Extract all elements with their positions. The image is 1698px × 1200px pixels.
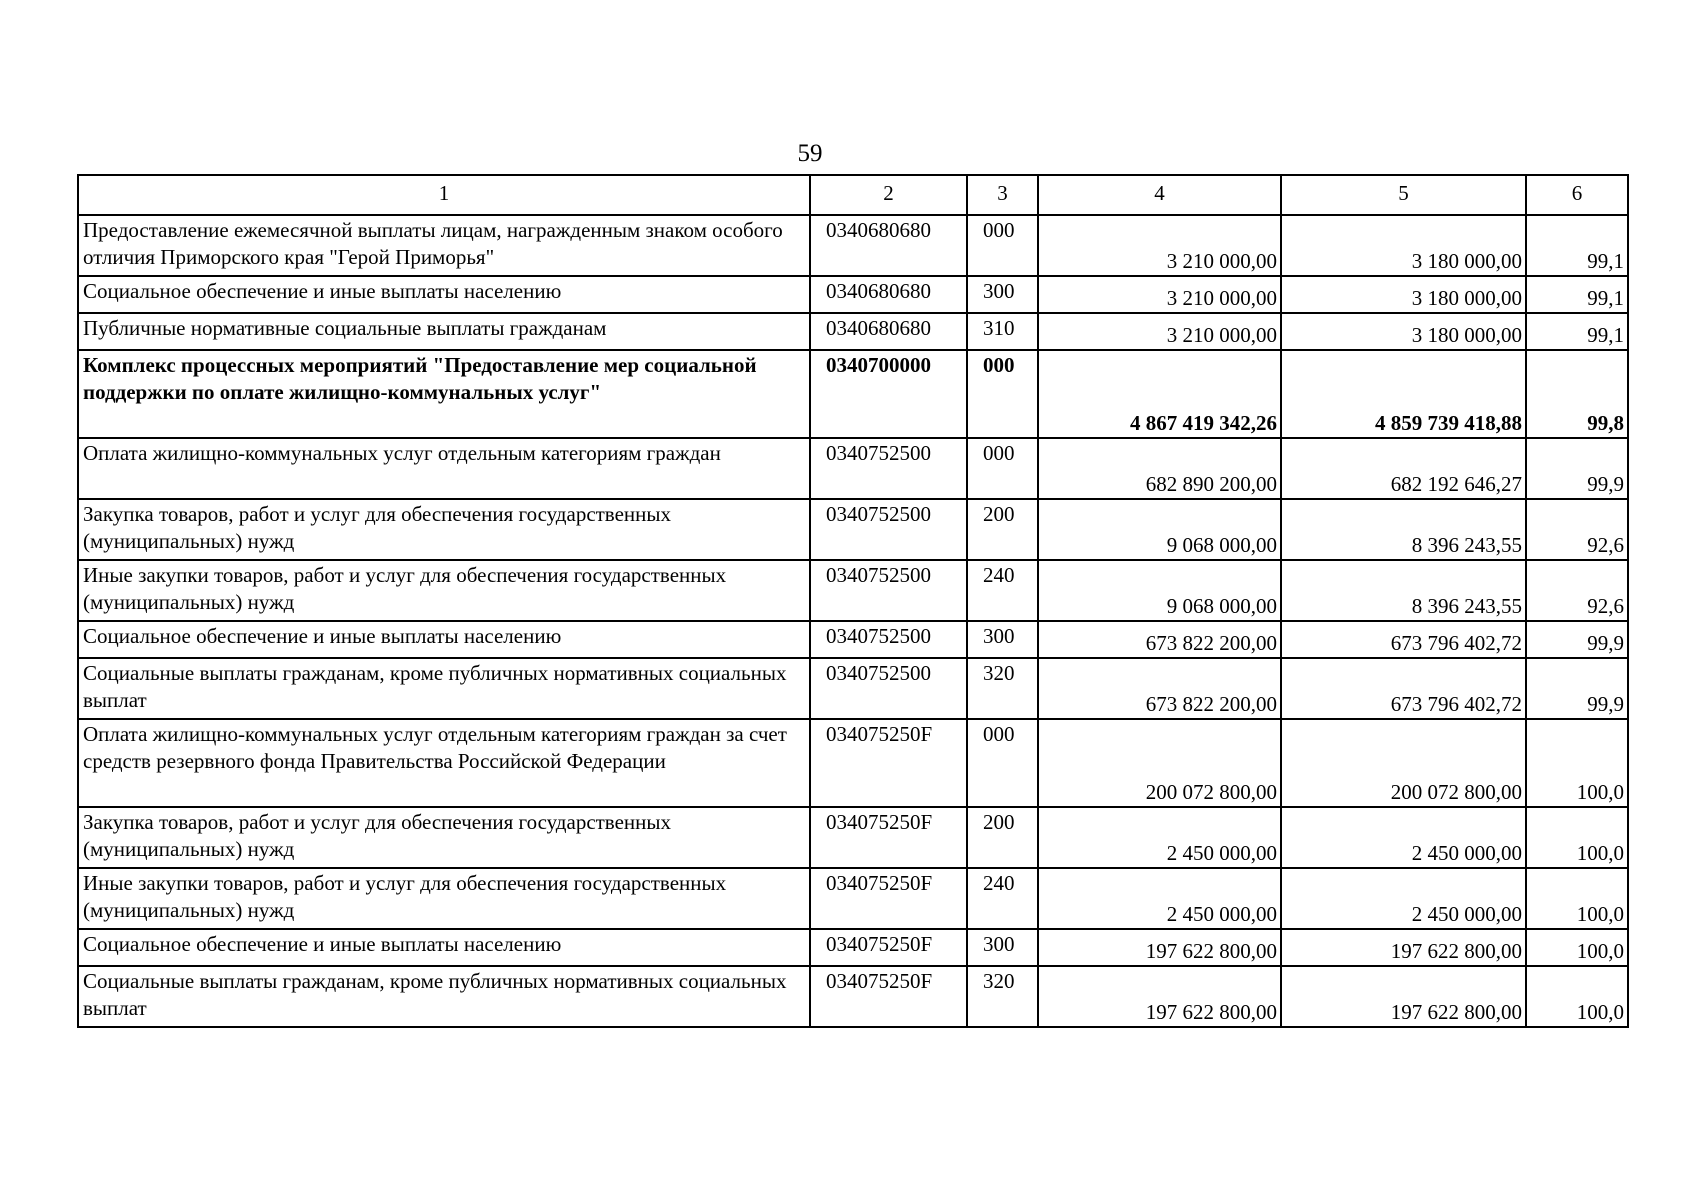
row-plan: 9 068 000,00 (1038, 560, 1281, 621)
row-actual: 682 192 646,27 (1281, 438, 1526, 499)
row-plan: 673 822 200,00 (1038, 658, 1281, 719)
row-plan: 682 890 200,00 (1038, 438, 1281, 499)
row-expense-type: 200 (967, 807, 1038, 868)
row-percent: 99,9 (1526, 438, 1628, 499)
row-percent: 92,6 (1526, 499, 1628, 560)
row-expense-type: 000 (967, 438, 1038, 499)
table-row (78, 499, 1628, 560)
row-expense-type: 300 (967, 276, 1038, 313)
table-row (78, 438, 1628, 499)
row-actual: 8 396 243,55 (1281, 499, 1526, 560)
row-actual: 2 450 000,00 (1281, 807, 1526, 868)
row-target-code: 0340680680 (810, 313, 967, 350)
row-percent: 92,6 (1526, 560, 1628, 621)
table-row (78, 929, 1628, 966)
row-target-code: 034075250F (810, 807, 967, 868)
row-expense-type: 000 (967, 215, 1038, 276)
row-plan: 673 822 200,00 (1038, 621, 1281, 658)
row-percent: 99,9 (1526, 621, 1628, 658)
row-percent: 100,0 (1526, 807, 1628, 868)
row-name: Предоставление ежемесячной выплаты лицам, награжденным знаком особого отличия Приморского края "Герой Приморья" (78, 215, 810, 276)
row-actual: 673 796 402,72 (1281, 658, 1526, 719)
row-percent: 99,9 (1526, 658, 1628, 719)
column-header-plan: 4 (1038, 175, 1281, 215)
budget-execution-table (77, 174, 1629, 1028)
row-plan: 3 210 000,00 (1038, 276, 1281, 313)
row-percent: 100,0 (1526, 966, 1628, 1027)
row-plan: 200 072 800,00 (1038, 719, 1281, 807)
row-actual: 2 450 000,00 (1281, 868, 1526, 929)
row-expense-type: 000 (967, 719, 1038, 807)
row-expense-type: 300 (967, 929, 1038, 966)
row-name: Оплата жилищно-коммунальных услуг отдельным категориям граждан (78, 438, 810, 499)
row-target-code: 034075250F (810, 966, 967, 1027)
table-row-section-total (78, 350, 1628, 438)
row-percent: 100,0 (1526, 868, 1628, 929)
page-number: 59 (797, 140, 823, 167)
column-header-name: 1 (78, 175, 810, 215)
row-target-code: 0340680680 (810, 215, 967, 276)
row-actual: 3 180 000,00 (1281, 276, 1526, 313)
row-actual: 197 622 800,00 (1281, 929, 1526, 966)
table-row (78, 215, 1628, 276)
row-expense-type: 320 (967, 658, 1038, 719)
row-name: Комплекс процессных мероприятий "Предоставление мер социальной поддержки по оплате жилищно-коммунальных услуг" (78, 350, 810, 438)
table-row (78, 276, 1628, 313)
row-actual: 3 180 000,00 (1281, 313, 1526, 350)
row-actual: 673 796 402,72 (1281, 621, 1526, 658)
row-percent: 100,0 (1526, 719, 1628, 807)
table-row (78, 313, 1628, 350)
table-row (78, 658, 1628, 719)
row-actual: 4 859 739 418,88 (1281, 350, 1526, 438)
row-plan: 197 622 800,00 (1038, 966, 1281, 1027)
row-plan: 4 867 419 342,26 (1038, 350, 1281, 438)
row-actual: 8 396 243,55 (1281, 560, 1526, 621)
row-target-code: 0340680680 (810, 276, 967, 313)
row-percent: 99,1 (1526, 276, 1628, 313)
table-row (78, 868, 1628, 929)
row-percent: 99,8 (1526, 350, 1628, 438)
row-name: Иные закупки товаров, работ и услуг для обеспечения государственных (муниципальных) нужд (78, 868, 810, 929)
table-row (78, 719, 1628, 807)
row-plan: 2 450 000,00 (1038, 807, 1281, 868)
row-name: Социальные выплаты гражданам, кроме публичных нормативных социальных выплат (78, 966, 810, 1027)
row-plan: 3 210 000,00 (1038, 313, 1281, 350)
row-expense-type: 200 (967, 499, 1038, 560)
row-plan: 9 068 000,00 (1038, 499, 1281, 560)
row-actual: 200 072 800,00 (1281, 719, 1526, 807)
table-row (78, 807, 1628, 868)
table-row (78, 966, 1628, 1027)
column-header-percent: 6 (1526, 175, 1628, 215)
column-header-target-code: 2 (810, 175, 967, 215)
row-name: Социальное обеспечение и иные выплаты населению (78, 621, 810, 658)
row-name: Социальные выплаты гражданам, кроме публичных нормативных социальных выплат (78, 658, 810, 719)
row-expense-type: 240 (967, 560, 1038, 621)
row-actual: 3 180 000,00 (1281, 215, 1526, 276)
row-name: Закупка товаров, работ и услуг для обеспечения государственных (муниципальных) нужд (78, 807, 810, 868)
row-plan: 3 210 000,00 (1038, 215, 1281, 276)
row-target-code: 034075250F (810, 929, 967, 966)
table-row (78, 621, 1628, 658)
row-plan: 2 450 000,00 (1038, 868, 1281, 929)
row-percent: 100,0 (1526, 929, 1628, 966)
row-target-code: 034075250F (810, 719, 967, 807)
row-expense-type: 310 (967, 313, 1038, 350)
row-name: Оплата жилищно-коммунальных услуг отдельным категориям граждан за счет средств резервного фонда Правительства Российской Федерации (78, 719, 810, 807)
row-name: Иные закупки товаров, работ и услуг для обеспечения государственных (муниципальных) нужд (78, 560, 810, 621)
row-name: Закупка товаров, работ и услуг для обеспечения государственных (муниципальных) нужд (78, 499, 810, 560)
column-header-expense-type: 3 (967, 175, 1038, 215)
column-header-actual: 5 (1281, 175, 1526, 215)
row-expense-type: 000 (967, 350, 1038, 438)
row-target-code: 0340752500 (810, 658, 967, 719)
row-expense-type: 240 (967, 868, 1038, 929)
row-name: Публичные нормативные социальные выплаты гражданам (78, 313, 810, 350)
row-target-code: 0340752500 (810, 499, 967, 560)
row-name: Социальное обеспечение и иные выплаты населению (78, 276, 810, 313)
row-expense-type: 320 (967, 966, 1038, 1027)
row-percent: 99,1 (1526, 313, 1628, 350)
row-percent: 99,1 (1526, 215, 1628, 276)
row-target-code: 0340700000 (810, 350, 967, 438)
row-target-code: 0340752500 (810, 560, 967, 621)
row-target-code: 0340752500 (810, 438, 967, 499)
row-actual: 197 622 800,00 (1281, 966, 1526, 1027)
row-target-code: 034075250F (810, 868, 967, 929)
row-target-code: 0340752500 (810, 621, 967, 658)
row-expense-type: 300 (967, 621, 1038, 658)
table-row (78, 560, 1628, 621)
column-number-row (78, 175, 1628, 215)
row-name: Социальное обеспечение и иные выплаты населению (78, 929, 810, 966)
row-plan: 197 622 800,00 (1038, 929, 1281, 966)
